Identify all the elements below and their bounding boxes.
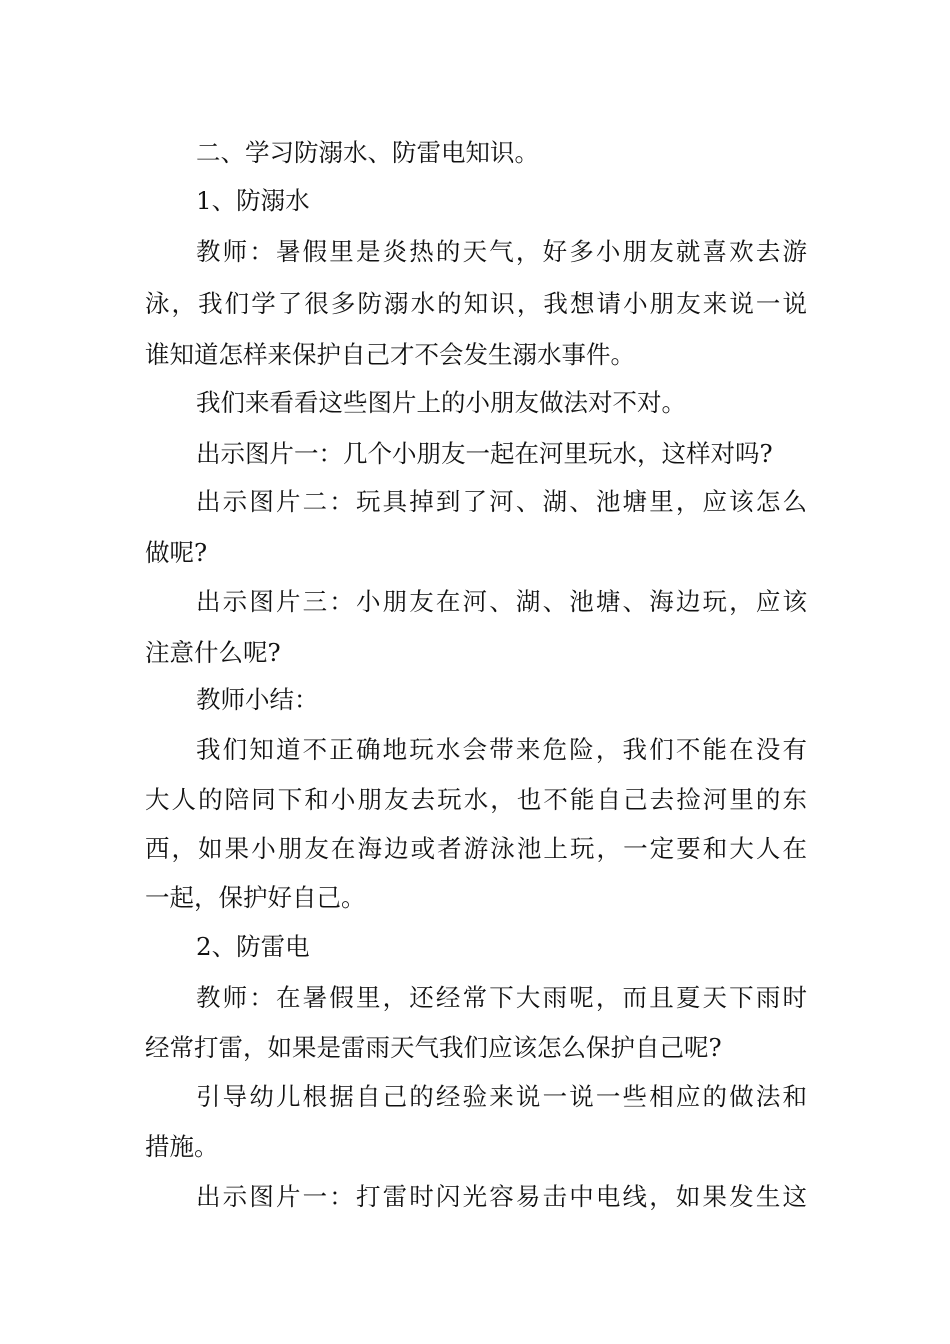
paragraph-line: 大人的陪同下和小朋友去玩水，也不能自己去捡河里的东 xyxy=(145,785,807,814)
subheading-drowning: 1、防溺水 xyxy=(196,186,310,215)
paragraph-line: 出示图片三：小朋友在河、湖、池塘、海边玩，应该 xyxy=(196,587,807,616)
subheading-lightning: 2、防雷电 xyxy=(196,932,310,961)
paragraph-line: 我们知道不正确地玩水会带来危险，我们不能在没有 xyxy=(196,735,807,764)
paragraph-line: 做呢? xyxy=(145,538,208,567)
paragraph-line: 教师：在暑假里，还经常下大雨呢，而且夏天下雨时 xyxy=(196,983,807,1012)
paragraph-line: 谁知道怎样来保护自己才不会发生溺水事件。 xyxy=(145,340,635,369)
paragraph-line: 教师：暑假里是炎热的天气，好多小朋友就喜欢去游 xyxy=(196,237,807,266)
paragraph-line: 我们来看看这些图片上的小朋友做法对不对。 xyxy=(196,388,686,417)
paragraph-line: 措施。 xyxy=(145,1132,219,1161)
paragraph-line: 注意什么呢? xyxy=(145,638,281,667)
paragraph-line: 出示图片二：玩具掉到了河、湖、池塘里，应该怎么 xyxy=(196,487,807,516)
paragraph-line: 出示图片一：打雷时闪光容易击中电线，如果发生这 xyxy=(196,1182,807,1211)
paragraph-line: 西，如果小朋友在海边或者游泳池上玩，一定要和大人在 xyxy=(145,834,807,863)
section-heading: 二、学习防溺水、防雷电知识。 xyxy=(196,138,539,167)
paragraph-line: 经常打雷，如果是雷雨天气我们应该怎么保护自己呢? xyxy=(145,1033,722,1062)
paragraph-line: 教师小结： xyxy=(196,685,319,714)
paragraph-line: 一起，保护好自己。 xyxy=(145,883,366,912)
paragraph-line: 出示图片一：几个小朋友一起在河里玩水，这样对吗? xyxy=(196,439,773,468)
paragraph-line: 泳，我们学了很多防溺水的知识，我想请小朋友来说一说 xyxy=(145,289,807,318)
paragraph-line: 引导幼儿根据自己的经验来说一说一些相应的做法和 xyxy=(196,1082,807,1111)
